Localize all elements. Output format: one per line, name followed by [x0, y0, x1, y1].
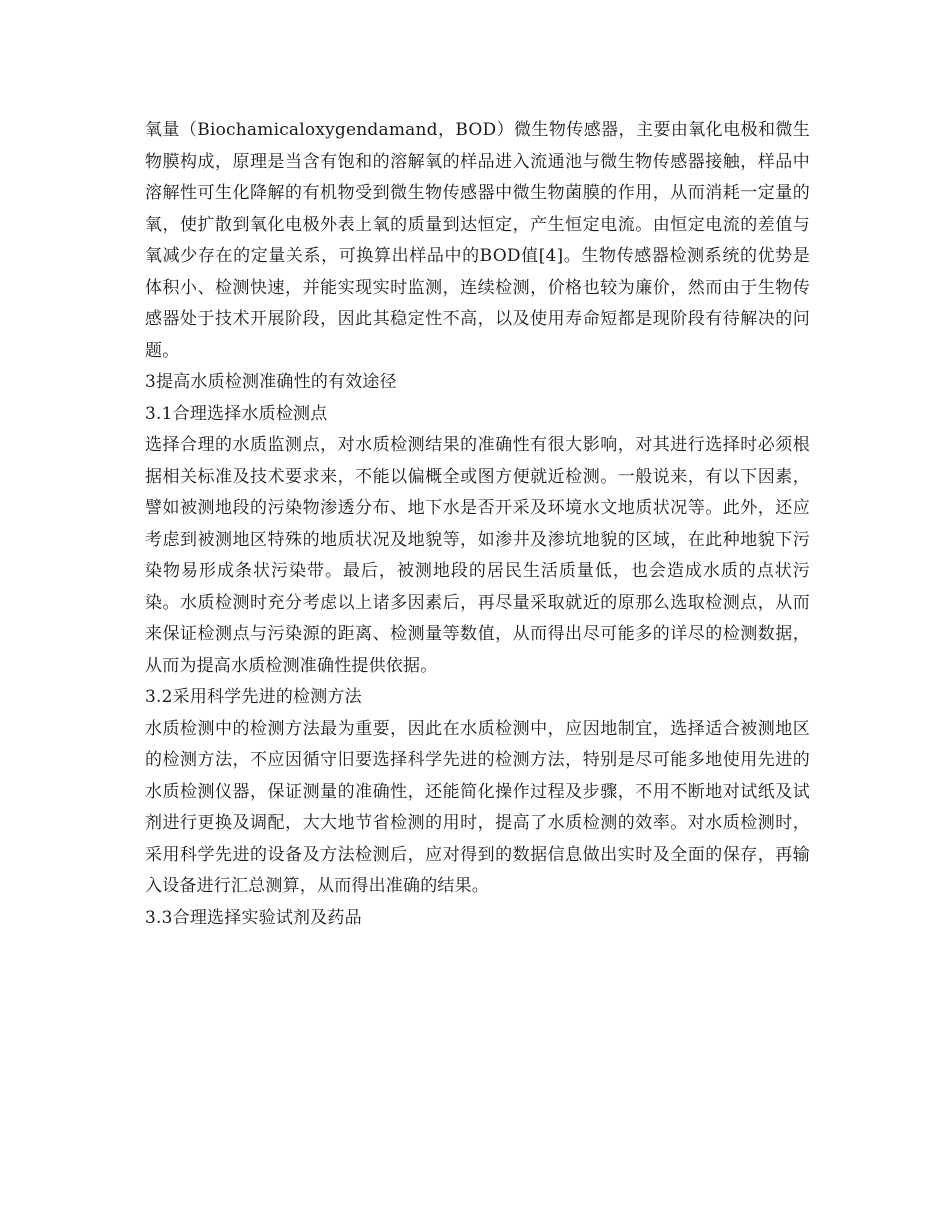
- subsection-heading-3-1: 3.1合理选择水质检测点: [145, 403, 328, 424]
- subsection-heading-3-3: 3.3合理选择实验试剂及药品: [145, 907, 362, 928]
- paragraph-detection-methods: 水质检测中的检测方法最为重要，因此在水质检测中，应因地制宜，选择适合被测地区的检测方法，不应因循守旧要选择科学先进的检测方法，特别是尽可能多地使用先进的水质检测仪器，保证测量的准确性，还能简化操作过程及步骤，不用不断地对试纸及试剂进行更换及调配，大大地节省检测的用时，提高了水质检测的效率。对水质检测时，采用科学先进的设备及方法检测后，应对得到的数据信息做出实时及全面的保存，再输入设备进行汇总测算，从而得出准确的结果。: [145, 718, 810, 896]
- paragraph-monitoring-points: 选择合理的水质监测点，对水质检测结果的准确性有很大影响，对其进行选择时必须根据相关标准及技术要求来，不能以偏概全或图方便就近检测。一般说来，有以下因素，譬如被测地段的污染物渗透分布、地下水是否开采及环境水文地质状况等。此外，还应考虑到被测地区特殊的地质状况及地貌等，如渗井及渗坑地貌的区域，在此种地貌下污染物易形成条状污染带。最后，被测地段的居民生活质量低，也会造成水质的点状污染。水质检测时充分考虑以上诸多因素后，再尽量采取就近的原那么选取检测点，从而来保证检测点与污染源的距离、检测量等数值，从而得出尽可能多的详尽的检测数据，从而为提高水质检测准确性提供依据。: [145, 435, 810, 676]
- document-page: [145, 115, 810, 934]
- section-heading-3: 3提高水质检测准确性的有效途径: [145, 372, 397, 392]
- paragraph-bod-sensor: 氧量（Biochamicaloxygendamand，BOD）微生物传感器，主要由氧化电极和微生物膜构成，原理是当含有饱和的溶解氧的样品进入流通池与微生物传感器接触，样品中溶解性可生化降解的有机物受到微生物传感器中微生物菌膜的作用，从而消耗一定量的氧，使扩散到氧化电极外表上氧的质量到达恒定，产生恒定电流。由恒定电流的差值与氧减少存在的定量关系，可换算出样品中的BOD值[4]。生物传感器检测系统的优势是体积小、检测快速，并能实现实时监测，连续检测，价格也较为廉价，然而由于生物传感器处于技术开展阶段，因此其稳定性不高，以及使用寿命短都是现阶段有待解决的问题。: [145, 120, 810, 361]
- subsection-heading-3-2: 3.2采用科学先进的检测方法: [145, 687, 362, 707]
